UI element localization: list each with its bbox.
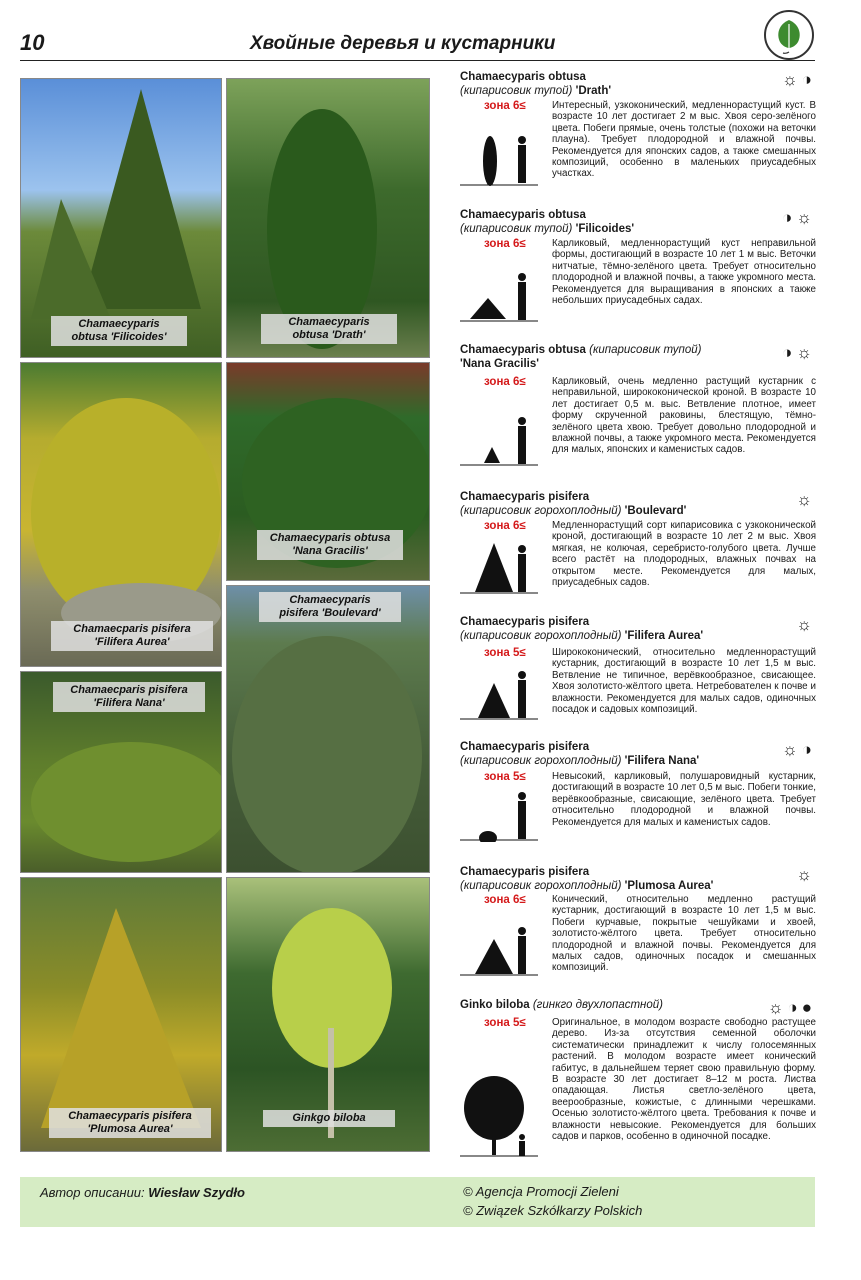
entry-filicoides: Chamaecyparis obtusa (кипарисовик тупой) 'Filicoides' ◑☼ зона 6≤ Карликовый, медленнорастущий куст неправильной формы, достигающий в возрасте 10 лет 1 м выс. Веточки нитчатые, тёмно-зелёного цвета. Требует относительно плодородной и влажной почвы, а также укромного места. Рекомендуется для выращивания в японских а также небольших приусадебных садах. [460, 208, 816, 330]
entry-description: Медленнорастущий сорт кипарисовика с узкоконической кроной, достигающий в возрасте 10 лет 2 м выс. Хвоя мягкая, не колючая, серебристо-голубого цвета. Лучше всего растёт на плодородных, влажных почвах на открытом месте. Рекомендуется для малых, приусадебных садов. [552, 520, 816, 589]
zone-label: зона 6≤ [484, 520, 526, 532]
light-icons: ☼ [796, 490, 816, 509]
silhouette-icon [460, 1073, 538, 1158]
zone-label: зона 6≤ [484, 100, 526, 112]
silhouette-icon [460, 263, 538, 323]
photo-plumosa-aurea: Chamaecyparis pisifera 'Plumosa Aurea' [20, 877, 222, 1152]
entry-description: Невысокий, карликовый, полушаровидный кустарник, достигающий в возрасте 10 лет 0,5 м выс. Побеги тонкие, верёвкообразные, свисающие, зелёного цвета. Требует относительно плодородной и влажной почвы. Рекомендуется для малых и каменистых садов. [552, 771, 816, 828]
zone-label: зона 6≤ [484, 894, 526, 906]
entry-ginkgo: Ginko biloba (гинкго двухлопастной) ☼◑● зона 5≤ Оригинальное, в молодом возрасте свободно растущее дерево. Из-за отсутствия семенной оболочки систематически принадлежит к числу голосемянных растений. В молодом возрасте имеет конический габитус, в дальнейшем теряет свою правильную форму. В возрасте 30 лет достигает 8–12 м роста. Листва опадающая. Листья светло-зелёного цвета, веерообразные, кожистые, с длинными черешками. Осенью золотисто-жёлтого цвета. Требования к почве и влажности невысокие. Рекомендуется для больших садов и парков, особенно в одиночной посадке. [460, 998, 816, 1163]
entry-plumosa-aurea: Chamaecyparis pisifera (кипарисовик горохоплодный) 'Plumosa Aurea' ☼ зона 6≤ Конический, относительно медленно растущий кустарник, достигающий в возрасте 10 лет 1,5 м выс. Побеги курчавые, покрытые чешуйками и хвоей, золотисто-жёлтого цвета. Требует относительно плодородной и влажной почвы. Рекомендуется для малых садов, одиночных посадок и смешанных композиций. [460, 865, 816, 985]
entry-description: Интересный, узкоконический, медленнорастущий куст. В возрасте 10 лет достигает 2 м выс. Хвоя серо-зелёного цвета. Побеги прямые, очень толстые (похожи на веточки плауна). Требует плодородной и влажной почвы. Рекомендуется для японских садов, а также смешанных композиций, особенно в маленьких приусадебных участках. [552, 100, 816, 180]
zone-label: зона 6≤ [484, 238, 526, 250]
entry-filifera-nana: Chamaecyparis pisifera (кипарисовик горохоплодный) 'Filifera Nana' ☼◑ зона 5≤ Невысокий, карликовый, полушаровидный кустарник, достигающий в возрасте 10 лет 0,5 м выс. Побеги тонкие, верёвкообразные, свисающие, зелёного цвета. Требует относительно плодородной и влажной почвы. Рекомендуется для малых и каменистых садов. [460, 740, 816, 850]
page-title: Хвойные деревья и кустарники [250, 33, 556, 54]
silhouette-icon [460, 535, 538, 595]
photo-filicoides: Chamaecyparis obtusa 'Filicoides' [20, 78, 222, 358]
light-icons: ☼◑ [782, 740, 816, 759]
footer-band [20, 1177, 815, 1227]
light-icons: ☼ [796, 615, 816, 634]
silhouette-icon [460, 782, 538, 842]
entry-nana-gracilis: Chamaecyparis obtusa (кипарисовик тупой) 'Nana Gracilis' ◑☼ зона 6≤ Карликовый, очень медленно растущий кустарник с неправильной, ширококонической кроной. В возрасте 10 лет достигает 0,5 м. выс. Ветвление плотное, имеет форму скрученной раковины, блестящую, тёмно-зелёного цвета хвою. Требует довольно плодородной и влажной почвы, а также укромного места. Рекомендуется для малых, японских и каменистых садов. [460, 343, 816, 473]
leaf-icon [766, 12, 812, 58]
entry-filifera-aurea: Chamaecyparis pisifera (кипарисовик горохоплодный) 'Filifera Aurea' ☼ зона 5≤ Ширококонический, относительно медленнорастущий кустарник, достигающий в возрасте 10 лет 1,5 м выс. Ветвление не типичное, верёвкообразное, свисающее. Хвоя золотисто-жёлтого цвета. Нетребователен к почве и влажности. Рекомендуется для малых садов, одиночных посадок и садовых композиций. [460, 615, 816, 725]
silhouette-icon [460, 917, 538, 977]
entry-drath: Chamaecyparis obtusa (кипарисовик тупой) 'Drath' ☼◑ зона 6≤ Интересный, узкоконический, медленнорастущий куст. В возрасте 10 лет достигает 2 м выс. Хвоя серо-зелёного цвета. Побеги прямые, очень толстые (похожи на веточки плауна). Требует плодородной и влажной почвы. Рекомендуется для японских садов, а также смешанных композиций, особенно в маленьких приусадебных участках. [460, 70, 816, 192]
author-credit: Автор описании: Wiesław Szydło [40, 1185, 245, 1200]
light-icons: ☼◑ [782, 70, 816, 89]
header-rule [20, 60, 815, 61]
light-icons: ◑☼ [782, 208, 816, 227]
conifer-illustration [227, 586, 429, 872]
zone-label: зона 6≤ [484, 376, 526, 388]
light-icons: ◑☼ [782, 343, 816, 362]
entry-description: Конический, относительно медленно растущий кустарник, достигающий в возрасте 10 лет 1,5 м выс. Побеги курчавые, покрытые чешуйками и хвоей, золотисто-жёлтого цвета. Требует относительно плодородной и влажной почвы. Рекомендуется для малых садов, одиночных посадок и смешанных композиций. [552, 894, 816, 974]
entry-description: Оригинальное, в молодом возрасте свободно растущее дерево. Из-за отсутствия семенной оболочки систематически принадлежит к числу голосемянных растений. В молодом возрасте имеет конический габитус, в дальнейшем теряет свою правильную форму. В возрасте 30 лет достигает 8–12 м роста. Листва опадающая. Листья светло-зелёного цвета, веерообразные, кожистые, с длинными черешками. Осенью золотисто-жёлтого цвета. Требования к почве и влажности невысокие. Рекомендуется для больших садов и парков, особенно в одиночной посадке. [552, 1017, 816, 1143]
silhouette-icon [460, 407, 538, 467]
entry-boulevard: Chamaecyparis pisifera (кипарисовик горохоплодный) 'Boulevard' ☼ зона 6≤ Медленнорастущий сорт кипарисовика с узкоконической кроной, достигающий в возрасте 10 лет 2 м выс. Хвоя мягкая, не колючая, серебристо-голубого цвета. Лучше всего растёт на плодородных, влажных почвах на открытом месте. Рекомендуется для малых, приусадебных садов. [460, 490, 816, 605]
copyright-line-2: © Związek Szkółkarzy Polskich [463, 1203, 643, 1218]
entry-description: Карликовый, очень медленно растущий кустарник с неправильной, ширококонической кроной. В возрасте 10 лет достигает 0,5 м. выс. Ветвление плотное, имеет форму скрученной раковины, блестящую, тёмно-зелёного цвета хвою. Требует довольно плодородной и влажной почвы, а также укромного места. Рекомендуется для малых, японских и каменистых садов. [552, 376, 816, 456]
copyright-line-1: © Agencja Promocji Zieleni [463, 1184, 619, 1199]
zone-label: зона 5≤ [484, 647, 526, 659]
entry-description: Карликовый, медленнорастущий куст неправильной формы, достигающий в возрасте 10 лет 1 м выс. Веточки нитчатые, тёмно-зелёного цвета. Требует относительно плодородной и влажной почвы, а также укромного места. Рекомендуется для выращивания в японских а также небольших приусадебных садах. [552, 238, 816, 307]
silhouette-icon [460, 661, 538, 721]
photo-filifera-nana: Chamaecparis pisifera 'Filifera Nana' [20, 671, 222, 873]
photo-boulevard: Chamaecyparis pisifera 'Boulevard' [226, 585, 430, 873]
page-number: 10 [20, 30, 45, 55]
photo-drath: Chamaecyparis obtusa 'Drath' [226, 78, 430, 358]
light-icons: ☼◑● [767, 998, 816, 1017]
photo-nana-gracilis: Chamaecyparis obtusa 'Nana Gracilis' [226, 362, 430, 581]
photo-ginkgo: Ginkgo biloba [226, 877, 430, 1152]
leaf-logo [764, 10, 814, 60]
entry-description: Ширококонический, относительно медленнорастущий кустарник, достигающий в возрасте 10 лет 1,5 м выс. Ветвление не типичное, верёвкообразное, свисающее. Хвоя золотисто-жёлтого цвета. Нетребователен к почве и влажности. Рекомендуется для малых садов, одиночных посадок и садовых композиций. [552, 647, 816, 716]
zone-label: зона 5≤ [484, 1017, 526, 1029]
silhouette-icon [460, 126, 538, 186]
light-icons: ☼ [796, 865, 816, 884]
zone-label: зона 5≤ [484, 771, 526, 783]
photo-filifera-aurea: Chamaecparis pisifera 'Filifera Aurea' [20, 362, 222, 667]
